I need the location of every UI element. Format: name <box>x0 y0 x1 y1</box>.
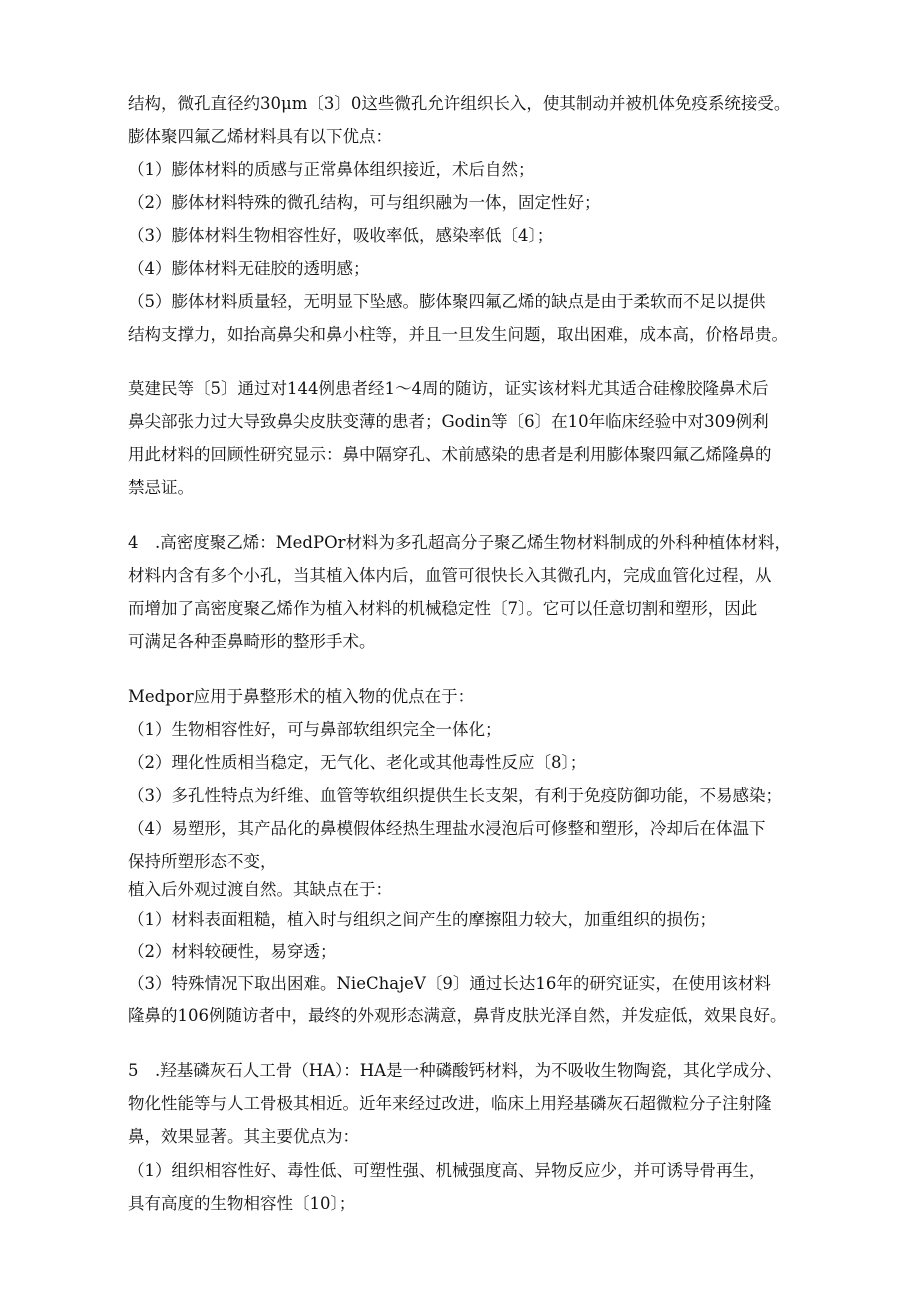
text-line: 4 .高密度聚乙烯：MedPOr材料为多孔超高分子聚乙烯生物材料制成的外科种植体材料， <box>128 533 791 552</box>
text-line: （2）理化性质相当稳定，无气化、老化或其他毒性反应〔8〕； <box>128 753 587 772</box>
text-line: 植入后外观过渡自然。其缺点在于： <box>128 880 392 899</box>
text-line: 物化性能等与人工骨极其相近。近年来经过改进，临床上用羟基磷灰石超微粒分子注射隆 <box>128 1094 772 1113</box>
text-line: 禁忌证。 <box>128 478 194 497</box>
text-line: （3）膨体材料生物相容性好，吸收率低，感染率低〔4〕； <box>128 226 554 245</box>
text-line: Medpor应用于鼻整形术的植入物的优点在于： <box>128 687 475 706</box>
text-line: 而增加了高密度聚乙烯作为植入材料的机械稳定性〔7〕。它可以任意切割和塑形，因此 <box>128 599 758 618</box>
text-line: 鼻尖部张力过大导致鼻尖皮肤变薄的患者；Godin等〔6〕在10年临床经验中对309例利 <box>128 412 769 431</box>
text-line: 结构支撑力，如抬高鼻尖和鼻小柱等，并且一旦发生问题，取出困难，成本高，价格昂贵。 <box>128 325 788 344</box>
text-line: （4）易塑形，其产品化的鼻模假体经热生理盐水浸泡后可修整和塑形，冷却后在体温下 <box>128 819 766 838</box>
text-line: （4）膨体材料无硅胶的透明感； <box>128 259 370 278</box>
text-line: （2）材料较硬性，易穿透； <box>128 942 337 961</box>
text-line: （1）生物相容性好，可与鼻部软组织完全一体化； <box>128 720 502 739</box>
text-line: （5）膨体材料质量轻，无明显下坠感。膨体聚四氟乙烯的缺点是由于柔软而不足以提供 <box>128 292 766 311</box>
text-line: 5 .羟基磷灰石人工骨（HA）：HA是一种磷酸钙材料，为不吸收生物陶瓷，其化学成分、 <box>128 1061 783 1080</box>
text-line: 具有高度的生物相容性〔10〕； <box>128 1194 356 1213</box>
text-line: 结构，微孔直径约30μm〔3〕0这些微孔允许组织长入，使其制动并被机体免疫系统接受。 <box>128 94 791 113</box>
text-line: 用此材料的回顾性研究显示：鼻中隔穿孔、术前感染的患者是利用膨体聚四氟乙烯隆鼻的 <box>128 445 772 464</box>
text-line: 膨体聚四氟乙烯材料具有以下优点： <box>128 127 392 146</box>
text-line: （3）多孔性特点为纤维、血管等软组织提供生长支架，有利于免疫防御功能，不易感染； <box>128 786 782 805</box>
text-line: （1）材料表面粗糙，植入时与组织之间产生的摩擦阻力较大，加重组织的损伤； <box>128 910 716 929</box>
text-line: 可满足各种歪鼻畸形的整形手术。 <box>128 632 376 651</box>
text-line: （1）膨体材料的质感与正常鼻体组织接近，术后自然； <box>128 160 535 179</box>
text-line: 保持所塑形态不变， <box>128 852 277 871</box>
text-line: （2）膨体材料特殊的微孔结构，可与组织融为一体，固定性好； <box>128 193 601 212</box>
text-line: 鼻，效果显著。其主要优点为： <box>128 1127 359 1146</box>
text-line: （1）组织相容性好、毒性低、可塑性强、机械强度高、异物反应少，并可诱导骨再生， <box>128 1161 766 1180</box>
text-line: （3）特殊情况下取出困难。NieChajeV〔9〕通过长达16年的研究证实，在使用该材料 <box>128 974 771 993</box>
text-line: 材料内含有多个小孔，当其植入体内后，血管可很快长入其微孔内，完成血管化过程，从 <box>128 566 772 585</box>
text-line: 莫建民等〔5〕通过对144例患者经1～4周的随访，证实该材料尤其适合硅橡胶隆鼻术后 <box>128 379 769 398</box>
text-line: 隆鼻的106例随访者中，最终的外观形态满意，鼻背皮肤光泽自然，并发症低，效果良好。 <box>128 1006 787 1025</box>
